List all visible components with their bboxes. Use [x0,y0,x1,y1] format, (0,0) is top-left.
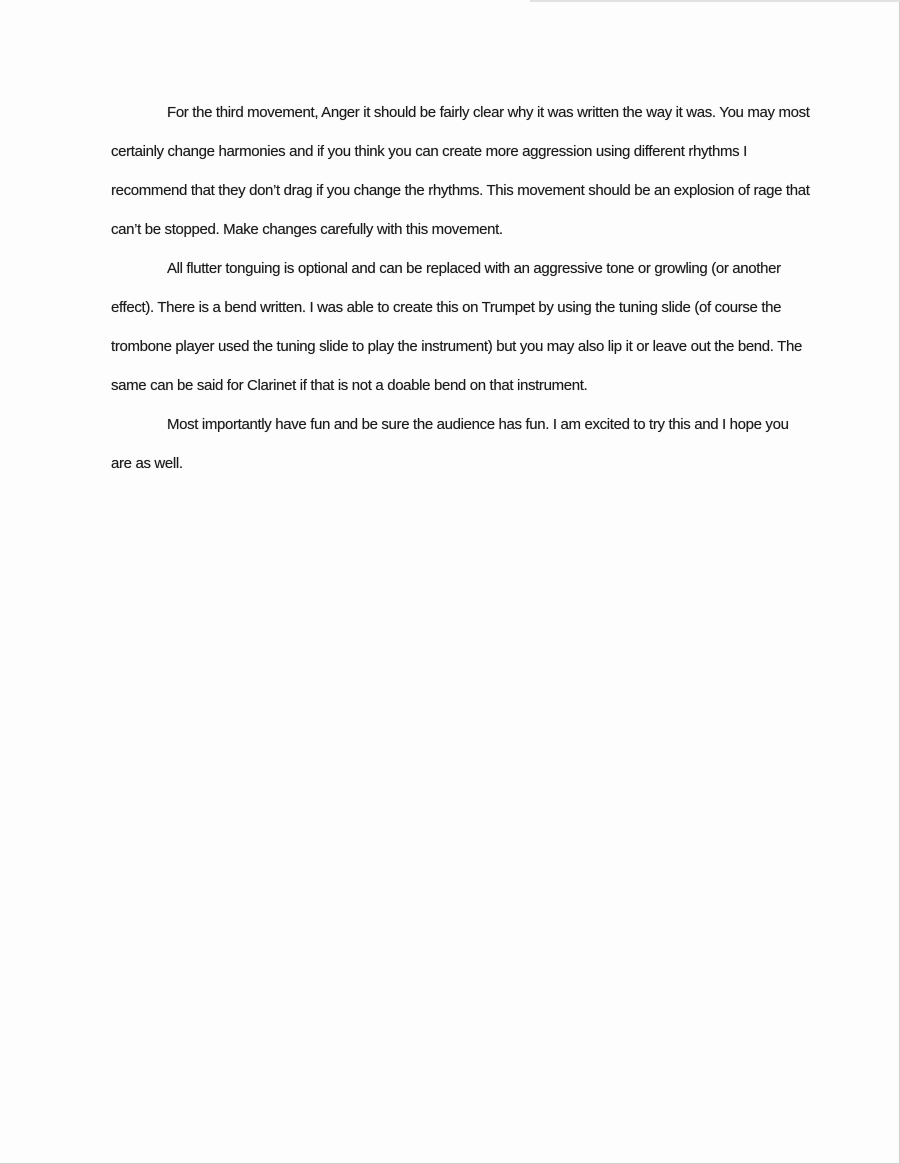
document-body [111,93,811,483]
paragraph-anger-movement: For the third movement, Anger it should be fairly clear why it was written the way it was. You may most certainly change harmonies and if you think you can create more aggression using different rhythms I recommend that they don’t drag if you change the rhythms. This movement should be an explosion of rage that can’t be stopped. Make changes carefully with this movement. [111,104,810,238]
paragraph-flutter-tonguing: All flutter tonguing is optional and can be replaced with an aggressive tone or growling (or another effect). There is a bend written. I was able to create this on Trumpet by using the tuning slide (of course the trombone player used the tuning slide to play the instrument) but you may also lip it or leave out the bend. The same can be said for Clarinet if that is not a doable bend on that instrument. [111,260,802,394]
paragraph-have-fun: Most importantly have fun and be sure the audience has fun. I am excited to try this and I hope you are as well. [111,416,789,472]
scan-edge [530,0,900,2]
